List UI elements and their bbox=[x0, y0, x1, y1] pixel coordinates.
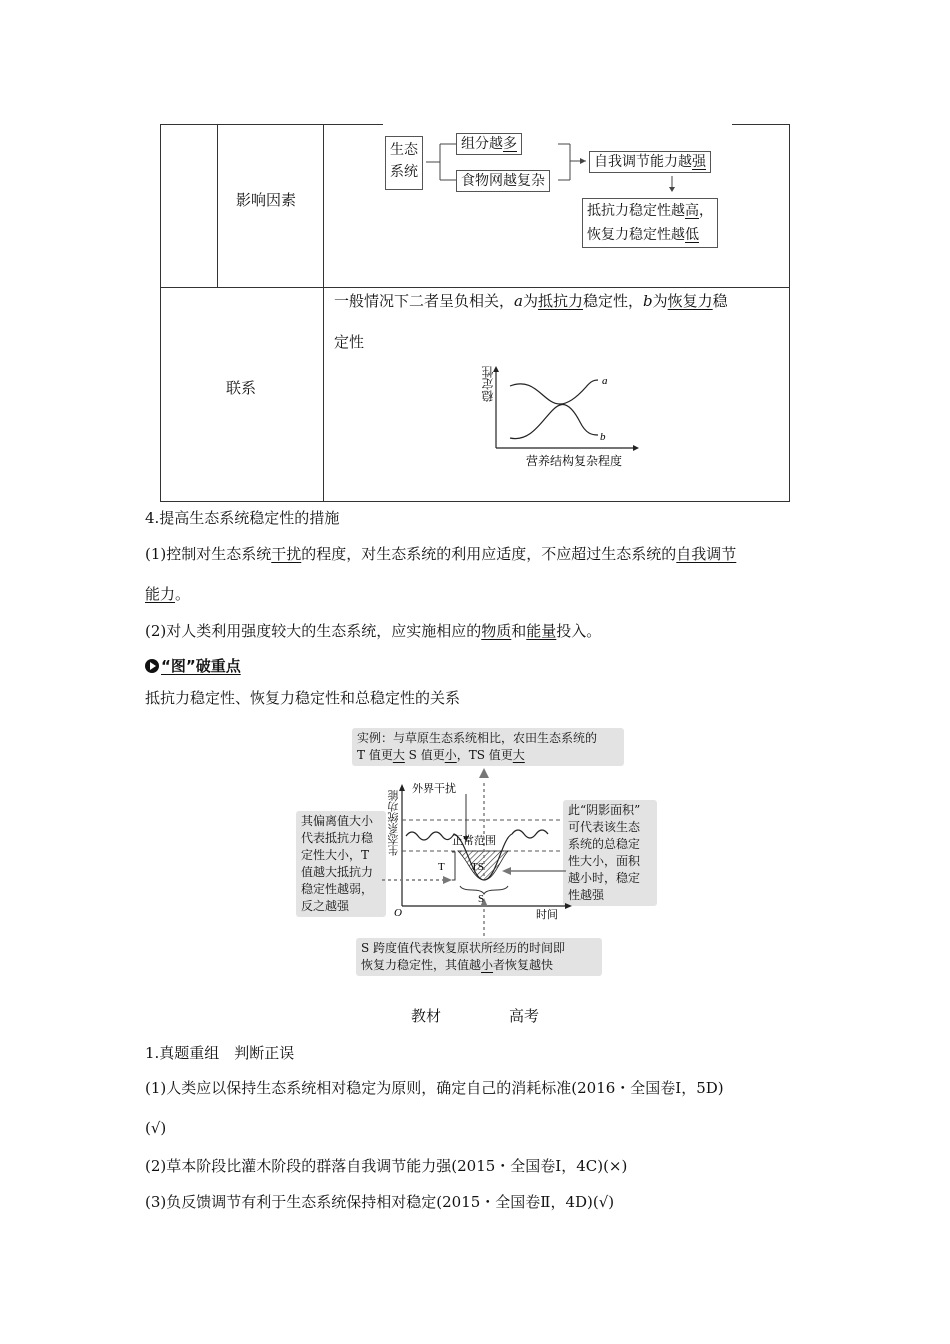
label-disturb: 外界干扰 bbox=[412, 782, 456, 795]
chart-xlabel: 营养结构复杂程度 bbox=[526, 454, 623, 468]
example-note: 实例：与草原生态系统相比，农田生态系统的 T 值更大 S 值更小，TS 值更大 bbox=[352, 728, 624, 766]
tab-exam[interactable]: 高考 bbox=[509, 1007, 540, 1025]
curve-b-label: b bbox=[600, 431, 606, 443]
tab-textbook[interactable]: 教材 bbox=[411, 1007, 442, 1025]
question-2: (2)草本阶段比灌木阶段的群落自我调节能力强(2015・全国卷Ⅰ，4C)(×) bbox=[145, 1157, 628, 1175]
label-T: T bbox=[438, 861, 445, 873]
recovery-note: S 跨度值代表恢复原状所经历的时间即 恢复力稳定性，其值越小者恢复越快 bbox=[356, 938, 602, 976]
relation-line2: 定性 bbox=[334, 333, 365, 351]
stability-curve-chart bbox=[476, 362, 646, 472]
components-box: 组分越多 bbox=[456, 133, 522, 155]
food-web-box: 食物网越复杂 bbox=[456, 170, 550, 192]
section4-p2: (2)对人类利用强度较大的生态系统，应实施相应的物质和能量投入。 bbox=[145, 622, 602, 640]
ecosystem-label-bottom: 系统 bbox=[390, 164, 418, 180]
ecosystem-box bbox=[385, 136, 423, 190]
curve-b bbox=[510, 405, 598, 439]
label-origin: O bbox=[394, 907, 402, 919]
self-regulation-box: 自我调节能力越强 bbox=[589, 151, 711, 173]
total-stability-note: 此“阴影面积” 可代表该生态 系统的总稳定 性大小，面积 越小时，稳定 性越强 bbox=[563, 800, 657, 906]
figure-title: 抵抗力稳定性、恢复力稳定性和总稳定性的关系 bbox=[145, 689, 461, 707]
stability-diagram bbox=[380, 768, 580, 938]
section4-p1: (1)控制对生态系统干扰的程度，对生态系统的利用应适度，不应超过生态系统的自我调节 bbox=[145, 545, 737, 563]
play-icon bbox=[145, 659, 159, 673]
question-1-answer: (√) bbox=[145, 1119, 167, 1137]
factor-label: 影响因素 bbox=[236, 191, 297, 209]
label-normal: 正常范围 bbox=[452, 834, 496, 847]
chart-ylabel: 稳定性 bbox=[481, 366, 495, 402]
relation-line1: 一般情况下二者呈负相关，a为抵抗力稳定性，b为恢复力稳 bbox=[334, 292, 728, 310]
ecosystem-label-top: 生态 bbox=[390, 142, 418, 158]
question-3: (3)负反馈调节有利于生态系统保持相对稳定(2015・全国卷Ⅱ，4D)(√) bbox=[145, 1193, 615, 1211]
curve-a-label: a bbox=[602, 375, 608, 387]
question-1: (1)人类应以保持生态系统相对稳定为原则，确定自己的消耗标准(2016・全国卷Ⅰ，5D) bbox=[145, 1079, 724, 1097]
label-TS: TS bbox=[471, 861, 484, 873]
figure-heading: “图”破重点 bbox=[145, 656, 241, 676]
label-S: S bbox=[478, 893, 485, 905]
relation-label: 联系 bbox=[226, 379, 257, 397]
diagram-ylabel: 生态系统功能 bbox=[387, 790, 400, 856]
stability-result-box: 抵抗力稳定性越高， 恢复力稳定性越低 bbox=[582, 198, 718, 248]
label-time: 时间 bbox=[536, 908, 558, 921]
curve-a bbox=[510, 380, 598, 404]
section1-title: 1.真题重组 判断正误 bbox=[145, 1044, 295, 1062]
section4-p1-cont: 能力。 bbox=[145, 585, 191, 603]
section4-title: 4.提高生态系统稳定性的措施 bbox=[145, 509, 340, 527]
resistance-note: 其偏离值大小 代表抵抗力稳 定性大小，T 值越大抵抗力 稳定性越弱， 反之越强 bbox=[296, 811, 386, 917]
